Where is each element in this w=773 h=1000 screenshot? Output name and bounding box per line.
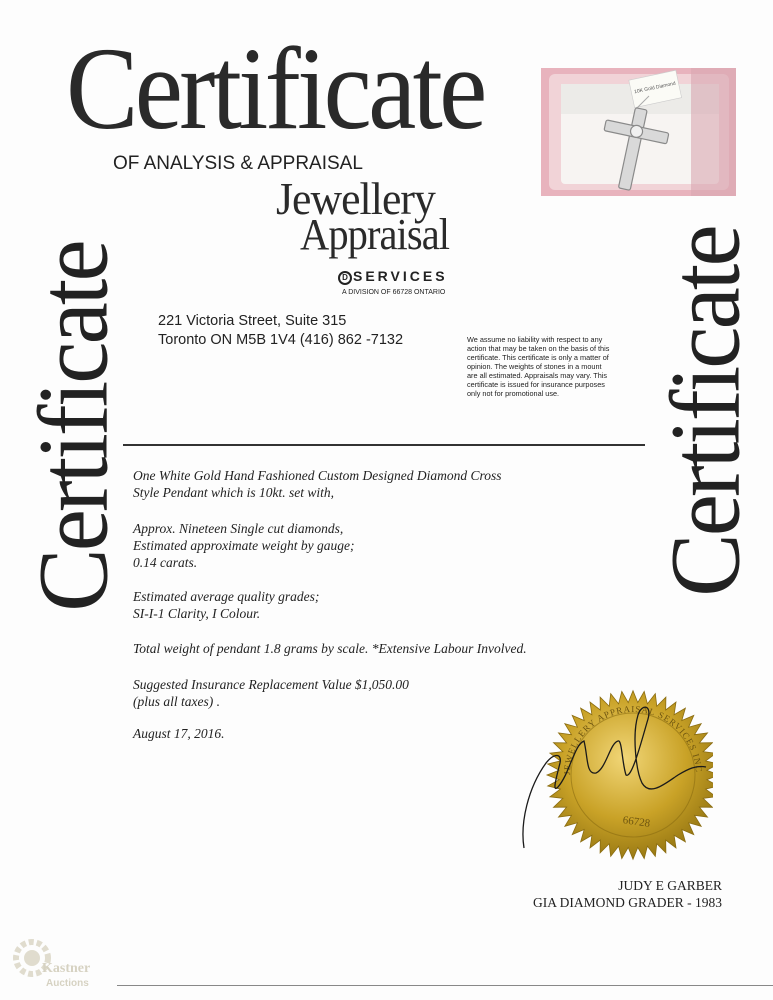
value-line: (plus all taxes) . (133, 694, 220, 709)
disclaimer-line: certificate. This certificate is only a matter of (467, 353, 609, 362)
address-line-1: 221 Victoria Street, Suite 315 (158, 313, 347, 329)
price-tag-text: 10K Gold Diamond (633, 80, 677, 96)
signer-title: GIA DIAMOND GRADER - 1983 (533, 895, 722, 910)
seal-number: 66728 (621, 814, 651, 830)
weight-line: Total weight of pendant 1.8 grams by scale. *Extensive Labour Involved. (133, 641, 527, 656)
registered-mark-icon: D (338, 271, 352, 285)
disclaimer-line: are all estimated. Appraisals may vary. This (467, 371, 608, 380)
disclaimer (467, 335, 629, 398)
watermark-text-2: Auctions (46, 978, 89, 989)
side-title-left-text: Certificate (17, 242, 129, 612)
diamonds-line: 0.14 carats. (133, 555, 198, 570)
description-line: One White Gold Hand Fashioned Custom Designed Diamond Cross (133, 468, 502, 483)
watermark-text-1: Kastner (42, 961, 91, 976)
gold-seal-icon (518, 683, 713, 863)
bottom-rule (117, 985, 773, 986)
disclaimer-line: opinion. The weights of stones in a mount (467, 362, 602, 371)
disclaimer-line: only not for promotional use. (467, 389, 560, 398)
certificate-date: August 17, 2016. (133, 726, 225, 741)
disclaimer-line: We assume no liability with respect to any (467, 335, 603, 344)
pendant-photo-image (541, 68, 736, 196)
diamonds-line: Approx. Nineteen Single cut diamonds, (133, 521, 344, 536)
address-line-2: Toronto ON M5B 1V4 (416) 862 -7132 (158, 332, 404, 348)
side-title-left (18, 212, 128, 642)
quality-line: Estimated average quality grades; (133, 589, 320, 604)
disclaimer-line: action that may be taken on the basis of this (467, 344, 610, 353)
certificate-subtitle: OF ANALYSIS & APPRAISAL (113, 153, 363, 174)
division-text: A DIVISION OF 66728 ONTARIO (342, 289, 446, 296)
side-title-right (650, 197, 760, 627)
auction-watermark-logo (6, 930, 116, 996)
side-title-right-text: Certificate (649, 227, 761, 597)
pendant-photo (541, 68, 736, 196)
section-divider (123, 444, 645, 446)
quality-line: SI-I-1 Clarity, I Colour. (133, 606, 261, 621)
disclaimer-line: certificate is issued for insurance purposes (467, 380, 605, 389)
description-line: Style Pendant which is 10kt. set with, (133, 485, 334, 500)
signer-name: JUDY E GARBER (618, 878, 722, 893)
certificate-title: Certificate (66, 23, 484, 154)
brand-logo-appraisal: Appraisal (300, 210, 450, 259)
services-line (338, 268, 448, 286)
value-line: Suggested Insurance Replacement Value $1,050.00 (133, 677, 409, 692)
seal-text: JEWELLERY APPRAISAL SERVICES INC (561, 703, 705, 776)
services-text: SERVICES (353, 268, 448, 284)
diamonds-line: Estimated approximate weight by gauge; (133, 538, 355, 553)
brand-logo-jewellery: Jewellery (276, 173, 435, 224)
